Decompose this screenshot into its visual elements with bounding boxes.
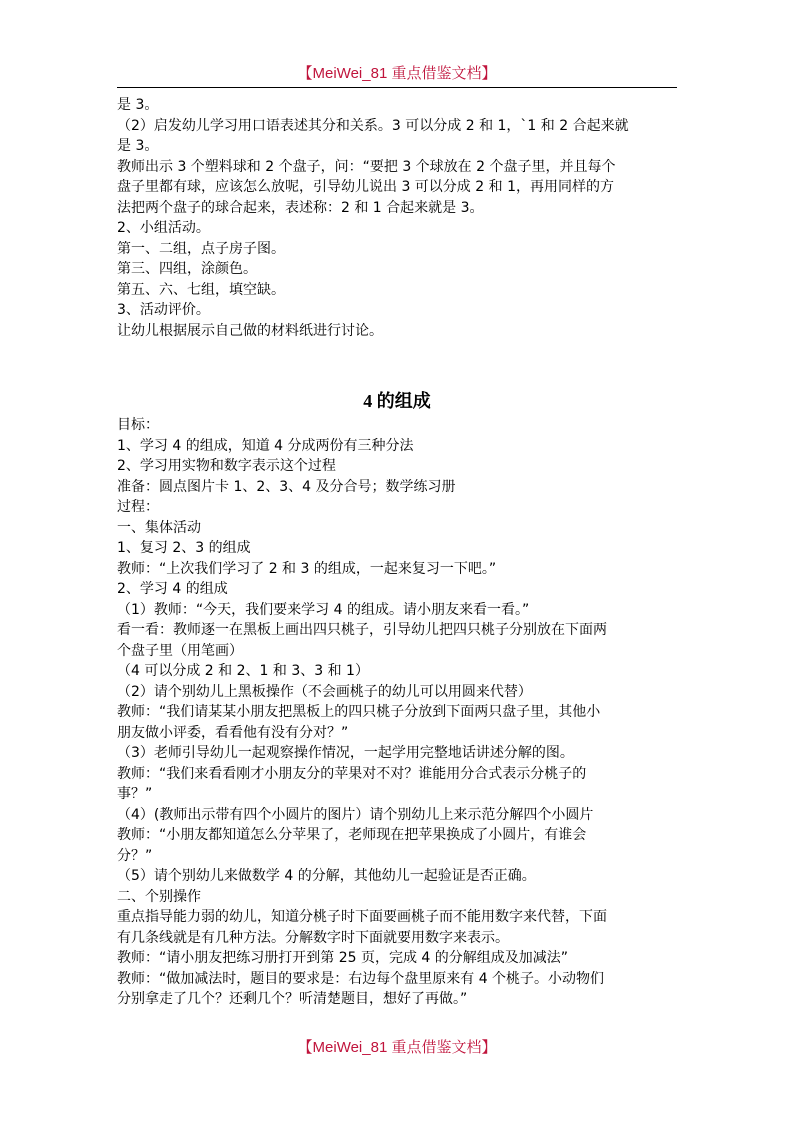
text-line: 重点指导能力弱的幼儿，知道分桃子时下面要画桃子而不能用数字来代替，下面 bbox=[117, 909, 607, 925]
text-line: 1、学习 4 的组成，知道 4 分成两份有三种分法 bbox=[117, 437, 414, 454]
text-line: （5）请个别幼儿来做数学 4 的分解，其他幼儿一起验证是否正确。 bbox=[117, 868, 536, 884]
text-line: 盘子里都有球，应该怎么放呢，引导幼儿说出 3 可以分成 2 和 1，再用同样的方 bbox=[117, 179, 614, 195]
text-line: 1、复习 2、3 的组成 bbox=[117, 540, 251, 556]
text-line: 看一看：教师逐一在黑板上画出四只桃子，引导幼儿把四只桃子分别放在下面两 bbox=[117, 622, 607, 638]
section-title: 4 的组成 bbox=[363, 391, 431, 411]
page-header: 【MeiWei_81 重点借鉴文档】 bbox=[297, 65, 497, 82]
text-line: （2）请个别幼儿上黑板操作（不会画桃子的幼儿可以用圆来代替） bbox=[117, 683, 532, 700]
text-line: 教师：“上次我们学习了 2 和 3 的组成，一起来复习一下吧。” bbox=[117, 560, 497, 577]
text-line: 个盘子里（用笔画） bbox=[117, 642, 243, 659]
text-line: 分别拿走了几个？还剩几个？听清楚题目，想好了再做。” bbox=[117, 991, 468, 1007]
section-4-composition bbox=[117, 415, 677, 1010]
text-line: 2、学习 4 的组成 bbox=[117, 581, 228, 597]
text-line: 第三、四组，涂颜色。 bbox=[117, 261, 257, 277]
text-line: 朋友做小评委，看看他有没有分对？” bbox=[117, 724, 349, 741]
page-footer: 【MeiWei_81 重点借鉴文档】 bbox=[297, 1039, 497, 1056]
text-line: 是 3。 bbox=[117, 138, 159, 154]
text-line: 准备：圆点图片卡 1、2、3、4 及分合号；数学练习册 bbox=[117, 478, 456, 495]
text-line: 教师：“我们请某某小朋友把黑板上的四只桃子分放到下面两只盘子里，其他小 bbox=[117, 704, 601, 720]
text-line: 第五、六、七组，填空缺。 bbox=[117, 281, 285, 298]
text-line: 教师出示 3 个塑料球和 2 个盘子，问：“要把 3 个球放在 2 个盘子里，并且每个 bbox=[117, 158, 616, 175]
text-line: 教师：“请小朋友把练习册打开到第 25 页，完成 4 的分解组成及加减法” bbox=[117, 950, 569, 966]
text-line: 是 3。 bbox=[117, 97, 159, 113]
text-line: 3、活动评价。 bbox=[117, 302, 210, 318]
text-line: （3）老师引导幼儿一起观察操作情况，一起学用完整地话讲述分解的图。 bbox=[117, 745, 574, 761]
text-line: 一、集体活动 bbox=[117, 519, 201, 536]
text-line: 教师：“做加减法时，题目的要求是：右边每个盘里原来有 4 个桃子。小动物们 bbox=[117, 970, 605, 987]
text-line: 让幼儿根据展示自己做的材料纸进行讨论。 bbox=[117, 322, 383, 339]
text-line: 目标： bbox=[117, 417, 159, 433]
text-line: 2、学习用实物和数字表示这个过程 bbox=[117, 458, 336, 474]
text-line: （1）教师：“今天，我们要来学习 4 的组成。请小朋友来看一看。” bbox=[117, 601, 530, 618]
text-line: 二、个别操作 bbox=[117, 888, 201, 905]
section-continued bbox=[117, 95, 677, 341]
header-divider bbox=[117, 87, 677, 88]
text-line: （4）(教师出示带有四个小圆片的图片）请个别幼儿上来示范分解四个小圆片 bbox=[117, 806, 594, 823]
text-line: 法把两个盘子的球合起来，表述称：2 和 1 合起来就是 3。 bbox=[117, 199, 484, 216]
text-line: 教师：“小朋友都知道怎么分苹果了，老师现在把苹果换成了小圆片，有谁会 bbox=[117, 827, 587, 843]
text-line: 有几条线就是有几种方法。分解数字时下面就要用数字来表示。 bbox=[117, 929, 509, 946]
text-line: （2）启发幼儿学习用口语表述其分和关系。3 可以分成 2 和 1，`1 和 2 合起来就 bbox=[117, 117, 629, 134]
text-line: （4 可以分成 2 和 2、1 和 3、3 和 1） bbox=[117, 663, 369, 679]
document-body bbox=[117, 95, 677, 1010]
text-line: 过程： bbox=[117, 499, 159, 515]
text-line: 2、小组活动。 bbox=[117, 220, 210, 236]
text-line: 第一、二组，点子房子图。 bbox=[117, 240, 285, 257]
text-line: 分？” bbox=[117, 847, 153, 864]
text-line: 教师：“我们来看看刚才小朋友分的苹果对不对？谁能用分合式表示分桃子的 bbox=[117, 765, 587, 782]
text-line: 事？” bbox=[117, 786, 153, 802]
